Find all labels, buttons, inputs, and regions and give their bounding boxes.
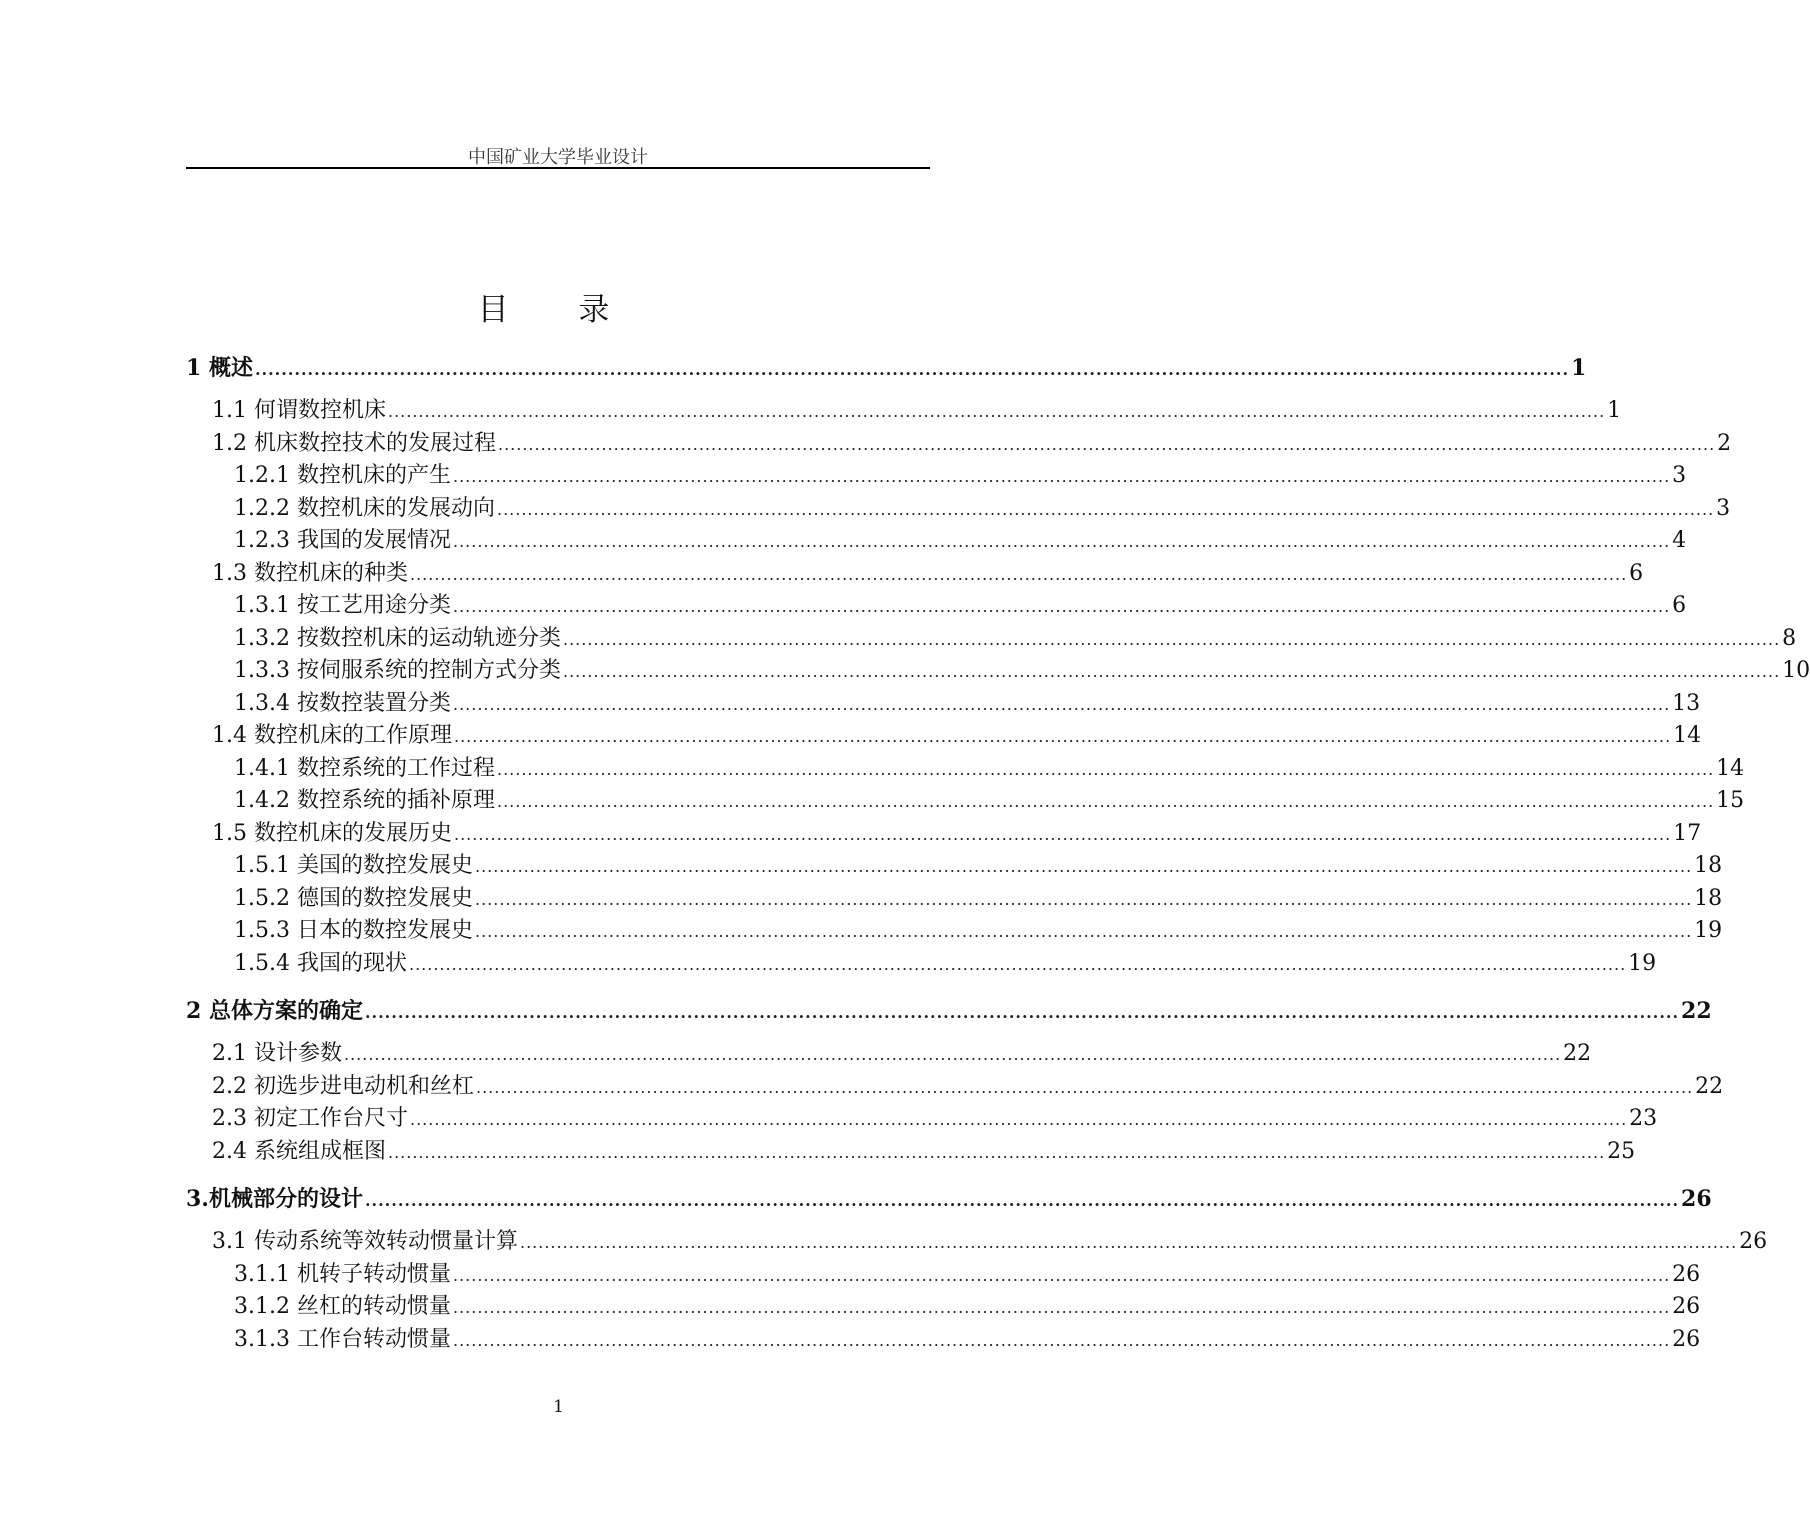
toc-entry-page: 4 bbox=[1672, 528, 1687, 553]
toc-entry-page: 17 bbox=[1673, 820, 1702, 846]
toc-leader-dots: ........................................................................................................................................................................................................ bbox=[496, 759, 1715, 779]
toc-leader-dots: ........................................................................................................................................................................................................ bbox=[408, 954, 1627, 974]
toc-leader-dots: ........................................................................................................................................................................................................ bbox=[387, 402, 1606, 421]
toc-entry[interactable] bbox=[186, 1226, 1768, 1259]
toc-entry[interactable] bbox=[186, 948, 1657, 981]
toc-entry-page: 1 bbox=[1571, 355, 1587, 381]
toc-entry-title: 1.3.1 按工艺用途分类 bbox=[234, 593, 451, 618]
toc-entry-page: 18 bbox=[1694, 885, 1723, 911]
toc-entry-title: 2.4 系统组成框图 bbox=[212, 1138, 386, 1164]
toc-leader-dots: ........................................................................................................................................................................................................ bbox=[452, 1330, 1671, 1350]
toc-leader-dots: ........................................................................................................................................................................................................ bbox=[474, 922, 1693, 941]
toc-entry-page: 26 bbox=[1681, 1186, 1712, 1212]
toc-entry-title: 1.4.2 数控系统的插补原理 bbox=[234, 788, 495, 813]
toc-leader-dots: ........................................................................................................................................................................................................ bbox=[409, 1110, 1628, 1129]
toc-entry[interactable] bbox=[186, 688, 1701, 721]
toc-entry-page: 10 bbox=[1782, 658, 1810, 683]
toc-entry-title: 1.1 何谓数控机床 bbox=[212, 398, 386, 423]
toc-leader-dots: ........................................................................................................................................................................................................ bbox=[409, 564, 1628, 584]
toc-entry-page: 25 bbox=[1607, 1138, 1636, 1164]
toc-leader-dots: ........................................................................................................................................................................................................ bbox=[452, 694, 1671, 714]
toc-entry-page: 15 bbox=[1716, 788, 1745, 813]
toc-entry-page: 13 bbox=[1672, 690, 1701, 716]
toc-leader-dots: ........................................................................................................................................................................................................ bbox=[475, 1077, 1694, 1097]
toc-entry-title: 1.3.3 按伺服系统的控制方式分类 bbox=[234, 658, 561, 683]
toc-entry-page: 22 bbox=[1681, 998, 1712, 1024]
toc-entry-title: 2.2 初选步进电动机和丝杠 bbox=[212, 1073, 474, 1099]
toc-entry-page: 26 bbox=[1672, 1294, 1701, 1319]
toc-entry-title: 1.3 数控机床的种类 bbox=[212, 560, 408, 586]
toc-entry[interactable] bbox=[186, 992, 1712, 1030]
toc-leader-dots: ........................................................................................................................................................................................................ bbox=[452, 1265, 1671, 1285]
toc-entry-title: 1.5.1 美国的数控发展史 bbox=[234, 853, 473, 878]
toc-leader-dots: ........................................................................................................................................................................................................ bbox=[496, 499, 1715, 519]
toc-entry[interactable] bbox=[186, 720, 1702, 753]
toc-entry-page: 14 bbox=[1673, 723, 1702, 748]
toc-entry[interactable] bbox=[186, 590, 1687, 623]
toc-entry-page: 6 bbox=[1672, 593, 1687, 618]
toc-leader-dots: ........................................................................................................................................................................................................ bbox=[519, 1233, 1738, 1252]
running-header: 中国矿业大学毕业设计 bbox=[468, 147, 648, 168]
toc-entry[interactable] bbox=[186, 818, 1702, 851]
page-number: 1 bbox=[553, 1397, 564, 1417]
toc-entry-title: 1.4.1 数控系统的工作过程 bbox=[234, 755, 495, 781]
toc-entry[interactable] bbox=[186, 1259, 1701, 1292]
toc-entry-title: 2 总体方案的确定 bbox=[186, 998, 363, 1024]
toc-entry[interactable] bbox=[186, 915, 1723, 948]
table-of-contents bbox=[186, 349, 1810, 1356]
toc-entry-title: 1.5.4 我国的现状 bbox=[234, 950, 407, 976]
toc-entry[interactable] bbox=[186, 428, 1732, 461]
toc-entry[interactable] bbox=[186, 753, 1745, 786]
toc-entry[interactable] bbox=[186, 493, 1731, 526]
toc-leader-dots: ........................................................................................................................................................................................................ bbox=[387, 1142, 1606, 1162]
toc-title: 目 录 bbox=[477, 292, 640, 328]
toc-entry-page: 3 bbox=[1716, 495, 1731, 521]
toc-entry-page: 2 bbox=[1717, 430, 1732, 456]
toc-entry-page: 22 bbox=[1563, 1041, 1592, 1066]
toc-entry-page: 14 bbox=[1716, 755, 1745, 781]
toc-entry-title: 1.5.2 德国的数控发展史 bbox=[234, 885, 473, 911]
toc-entry-title: 1.3.2 按数控机床的运动轨迹分类 bbox=[234, 625, 561, 651]
toc-entry-title: 3.1 传动系统等效转动惯量计算 bbox=[212, 1229, 518, 1254]
toc-entry-page: 26 bbox=[1672, 1261, 1701, 1287]
toc-entry-title: 1.5.3 日本的数控发展史 bbox=[234, 918, 473, 943]
header-rule bbox=[186, 167, 930, 169]
toc-entry[interactable] bbox=[186, 395, 1622, 428]
toc-leader-dots: ........................................................................................................................................................................................................ bbox=[452, 597, 1671, 616]
toc-entry-title: 1.3.4 按数控装置分类 bbox=[234, 690, 451, 716]
toc-entry-page: 18 bbox=[1694, 853, 1723, 878]
toc-entry-page: 23 bbox=[1629, 1106, 1658, 1131]
toc-entry[interactable] bbox=[186, 1038, 1592, 1071]
toc-entry[interactable] bbox=[186, 1103, 1658, 1136]
toc-leader-dots: ........................................................................................................................................................................................................ bbox=[453, 824, 1672, 844]
toc-entry[interactable] bbox=[186, 525, 1687, 558]
toc-leader-dots: ........................................................................................................................................................................................................ bbox=[562, 629, 1781, 649]
toc-leader-dots: ........................................................................................................................................................................................................ bbox=[343, 1045, 1562, 1064]
toc-entry-page: 1 bbox=[1607, 398, 1622, 423]
toc-leader-dots: ........................................................................................................................................................................................................ bbox=[496, 792, 1715, 811]
toc-leader-dots: ........................................................................................................................................................................................................ bbox=[452, 532, 1671, 551]
toc-entry-title: 1.5 数控机床的发展历史 bbox=[212, 820, 452, 846]
toc-entry-title: 1 概述 bbox=[186, 355, 253, 381]
toc-entry-title: 2.1 设计参数 bbox=[212, 1041, 342, 1066]
toc-entry-page: 3 bbox=[1672, 463, 1687, 488]
toc-entry-title: 1.2 机床数控技术的发展过程 bbox=[212, 430, 496, 456]
toc-entry-title: 2.3 初定工作台尺寸 bbox=[212, 1106, 408, 1131]
toc-entry-page: 8 bbox=[1782, 625, 1797, 651]
toc-entry[interactable] bbox=[186, 1291, 1701, 1324]
toc-entry-title: 3.1.3 工作台转动惯量 bbox=[234, 1326, 451, 1352]
toc-leader-dots: ........................................................................................................................................................................................................ bbox=[364, 1191, 1680, 1210]
toc-leader-dots: ........................................................................................................................................................................................................ bbox=[497, 434, 1716, 454]
toc-entry-page: 26 bbox=[1672, 1326, 1701, 1352]
toc-entry[interactable] bbox=[186, 850, 1723, 883]
toc-leader-dots: ........................................................................................................................................................................................................ bbox=[453, 727, 1672, 746]
toc-leader-dots: ........................................................................................................................................................................................................ bbox=[254, 360, 1570, 379]
toc-entry-title: 1.2.1 数控机床的产生 bbox=[234, 463, 451, 488]
toc-leader-dots: ........................................................................................................................................................................................................ bbox=[474, 889, 1693, 909]
toc-entry[interactable] bbox=[186, 623, 1797, 656]
toc-leader-dots: ........................................................................................................................................................................................................ bbox=[364, 1003, 1680, 1022]
toc-entry[interactable] bbox=[186, 1180, 1712, 1218]
toc-entry-page: 6 bbox=[1629, 560, 1644, 586]
toc-entry-page: 26 bbox=[1739, 1229, 1768, 1254]
toc-entry-page: 22 bbox=[1695, 1073, 1724, 1099]
toc-entry[interactable] bbox=[186, 655, 1810, 688]
toc-entry-page: 19 bbox=[1628, 950, 1657, 976]
toc-entry[interactable] bbox=[186, 883, 1723, 916]
toc-entry[interactable] bbox=[186, 558, 1644, 591]
toc-entry[interactable] bbox=[186, 785, 1745, 818]
toc-leader-dots: ........................................................................................................................................................................................................ bbox=[562, 662, 1781, 681]
toc-entry-page: 19 bbox=[1694, 918, 1723, 943]
toc-entry[interactable] bbox=[186, 460, 1687, 493]
toc-entry-title: 3.1.2 丝杠的转动惯量 bbox=[234, 1294, 451, 1319]
toc-entry[interactable] bbox=[186, 349, 1587, 387]
toc-entry-title: 3.1.1 机转子转动惯量 bbox=[234, 1261, 451, 1287]
toc-entry-title: 1.2.2 数控机床的发展动向 bbox=[234, 495, 495, 521]
toc-entry[interactable] bbox=[186, 1071, 1724, 1104]
toc-leader-dots: ........................................................................................................................................................................................................ bbox=[452, 1298, 1671, 1317]
toc-entry-title: 3.机械部分的设计 bbox=[186, 1186, 363, 1212]
toc-leader-dots: ........................................................................................................................................................................................................ bbox=[474, 857, 1693, 876]
toc-entry-title: 1.4 数控机床的工作原理 bbox=[212, 723, 452, 748]
toc-entry[interactable] bbox=[186, 1324, 1701, 1357]
toc-entry[interactable] bbox=[186, 1136, 1636, 1169]
toc-leader-dots: ........................................................................................................................................................................................................ bbox=[452, 467, 1671, 486]
toc-entry-title: 1.2.3 我国的发展情况 bbox=[234, 528, 451, 553]
